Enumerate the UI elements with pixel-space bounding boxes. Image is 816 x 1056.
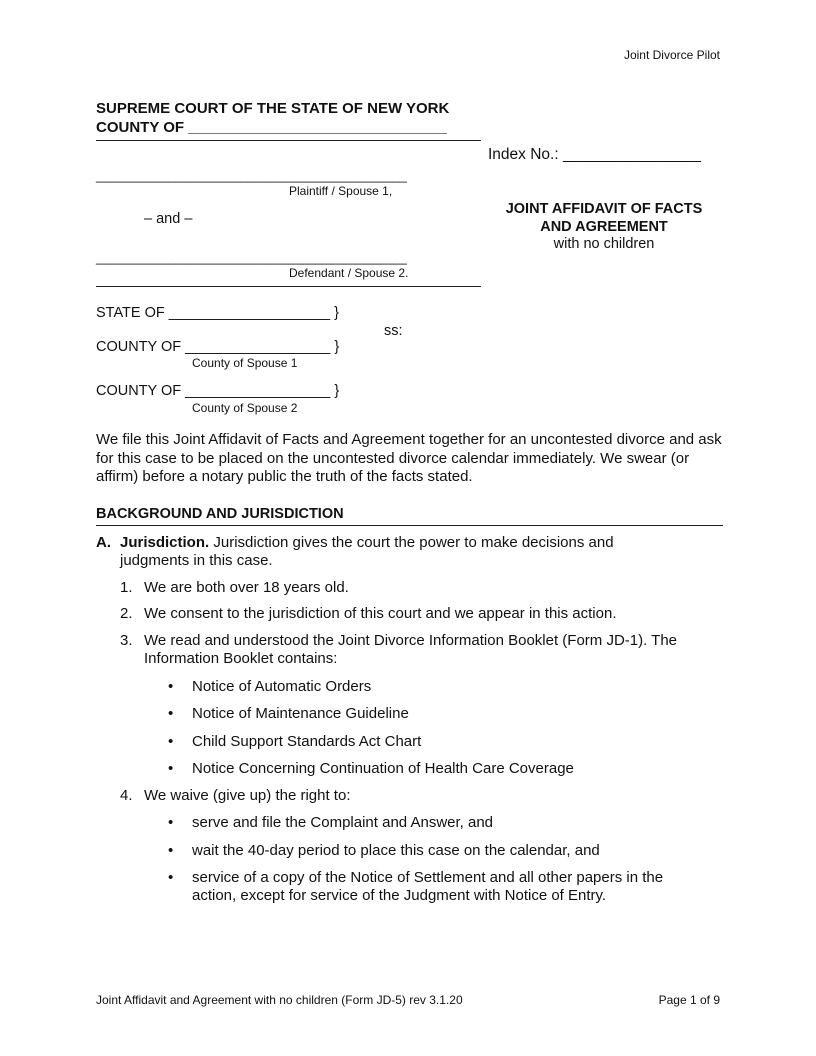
- bullet: •: [168, 814, 174, 831]
- index-number-field: Index No.: ________________: [488, 146, 701, 163]
- item-3-number: 3.: [120, 632, 133, 649]
- court-county: COUNTY OF _______________________________: [96, 119, 447, 136]
- section-rule: [96, 525, 723, 526]
- document-subtitle: with no children: [553, 236, 655, 252]
- item-3-bullet-4: Notice Concerning Continuation of Health Care Coverage: [192, 760, 574, 777]
- caption-top-rule: [96, 140, 481, 141]
- plaintiff-label: Plaintiff / Spouse 1,: [289, 184, 393, 198]
- venue-county-2: COUNTY OF __________________ }: [96, 383, 340, 399]
- venue-county-1-label: County of Spouse 1: [192, 356, 298, 370]
- bullet: •: [168, 760, 174, 777]
- section-title: BACKGROUND AND JURISDICTION: [96, 506, 344, 522]
- jurisdiction-letter: A.: [96, 534, 111, 551]
- defendant-label: Defendant / Spouse 2.: [289, 266, 409, 280]
- court-name: SUPREME COURT OF THE STATE OF NEW YORK: [96, 100, 450, 117]
- plaintiff-name-blank: ___________________________________________: [96, 168, 407, 183]
- item-3-text-line1: We read and understood the Joint Divorce Information Booklet (Form JD-1). The: [144, 632, 678, 649]
- venue-county-2-label: County of Spouse 2: [192, 401, 298, 415]
- item-4-bullet-1: serve and file the Complaint and Answer, and: [192, 814, 494, 831]
- item-2-number: 2.: [120, 605, 133, 622]
- and-separator: – and –: [144, 211, 193, 227]
- bullet: •: [168, 842, 174, 859]
- caption-bottom-rule: [96, 286, 481, 287]
- document-title-line1: JOINT AFFIDAVIT OF FACTS: [505, 201, 703, 217]
- item-4-text: We waive (give up) the right to:: [144, 787, 351, 804]
- footer-page-number: Page 1 of 9: [658, 993, 720, 1007]
- item-4-number: 4.: [120, 787, 133, 804]
- venue-ss: ss:: [384, 323, 403, 339]
- item-1-number: 1.: [120, 579, 133, 596]
- footer-form-id: Joint Affidavit and Agreement with no children (Form JD-5) rev 3.1.20: [96, 993, 463, 1007]
- bullet: •: [168, 678, 174, 695]
- item-3-bullet-1: Notice of Automatic Orders: [192, 678, 372, 695]
- item-4-bullet-2: wait the 40-day period to place this case on the calendar, and: [192, 842, 600, 859]
- jurisdiction-text: Jurisdiction gives the court the power to make decisions and: [209, 534, 614, 551]
- jurisdiction-line2: judgments in this case.: [120, 552, 273, 569]
- venue-state: STATE OF ____________________ }: [96, 305, 339, 321]
- item-4-bullet-3-line1: service of a copy of the Notice of Settlement and all other papers in the: [192, 869, 664, 886]
- item-2-text: We consent to the jurisdiction of this court and we appear in this action.: [144, 605, 617, 622]
- document-title-line2: AND AGREEMENT: [540, 219, 668, 235]
- venue-county-1: COUNTY OF __________________ }: [96, 339, 340, 355]
- bullet: •: [168, 705, 174, 722]
- jurisdiction-heading: Jurisdiction.: [120, 534, 210, 551]
- item-3-bullet-3: Child Support Standards Act Chart: [192, 733, 422, 750]
- item-4-bullet-3-line2: action, except for service of the Judgment with Notice of Entry.: [192, 887, 607, 904]
- defendant-name-blank: ___________________________________________: [96, 250, 407, 265]
- bullet: •: [168, 869, 174, 886]
- intro-paragraph: We file this Joint Affidavit of Facts and Agreement together for an uncontested divorce and ask for this case to be placed on the uncontested divorce calendar immediately. We swear (or affirm) before a notary public the truth of the facts stated.: [96, 431, 722, 485]
- bullet: •: [168, 733, 174, 750]
- item-3-text-line2: Information Booklet contains:: [144, 650, 338, 667]
- document-title: [488, 200, 720, 236]
- jurisdiction-line1: [120, 534, 720, 553]
- header-pilot-label: Joint Divorce Pilot: [623, 48, 720, 62]
- item-1-text: We are both over 18 years old.: [144, 579, 349, 596]
- item-3-bullet-2: Notice of Maintenance Guideline: [192, 705, 409, 722]
